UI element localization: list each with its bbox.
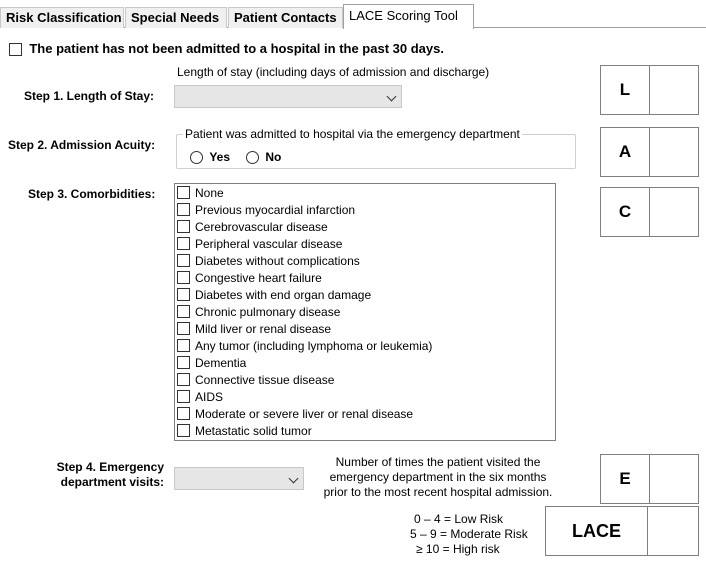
comorbidity-checkbox[interactable] [177, 203, 190, 216]
risk-legend-moderate: 5 – 9 = Moderate Risk [410, 527, 528, 541]
not-admitted-row[interactable] [9, 41, 444, 56]
comorbidity-checkbox[interactable] [177, 220, 190, 233]
chevron-down-icon [289, 474, 299, 484]
score-value-lace [648, 507, 698, 555]
risk-legend-high: ≥ 10 = High risk [416, 542, 500, 556]
acuity-yes-radio[interactable] [190, 151, 203, 164]
comorbidity-checkbox[interactable] [177, 186, 190, 199]
comorbidity-checkbox[interactable] [177, 424, 190, 437]
risk-legend-low: 0 – 4 = Low Risk [414, 512, 504, 526]
acuity-yes-option[interactable] [190, 150, 230, 164]
comorbidity-item[interactable]: Diabetes without complications [177, 253, 360, 270]
comorbidity-checkbox[interactable] [177, 339, 190, 352]
comorbidity-checkbox[interactable] [177, 356, 190, 369]
comorbidity-item[interactable]: Cerebrovascular disease [177, 219, 328, 236]
score-value-l [650, 66, 698, 114]
comorbidity-checkbox[interactable] [177, 288, 190, 301]
comorbidity-checkbox[interactable] [177, 237, 190, 250]
step3-label: Step 3. Comorbidities: [28, 187, 156, 201]
comorbidity-item[interactable]: Dementia [177, 355, 246, 372]
score-box-c [600, 187, 699, 237]
comorbidity-checkbox[interactable] [177, 254, 190, 267]
not-admitted-label: The patient has not been admitted to a hospital in the past 30 days. [29, 41, 444, 56]
comorbidity-item[interactable]: Connective tissue disease [177, 372, 334, 389]
score-letter-lace: LACE [546, 507, 648, 555]
comorbidities-list [174, 183, 556, 441]
step1-label: Step 1. Length of Stay: [24, 89, 155, 103]
tab-bar [0, 0, 706, 28]
acuity-yes-label: Yes [209, 150, 231, 164]
tab-special-needs[interactable]: Special Needs [125, 7, 227, 28]
comorbidity-checkbox[interactable] [177, 322, 190, 335]
acuity-no-label: No [265, 150, 282, 164]
score-value-c [650, 188, 698, 236]
step2-label: Step 2. Admission Acuity: [8, 138, 156, 152]
comorbidity-checkbox[interactable] [177, 390, 190, 403]
score-value-e [650, 455, 698, 503]
length-of-stay-select[interactable] [174, 85, 402, 108]
score-letter-e: E [601, 455, 650, 503]
comorbidity-checkbox[interactable] [177, 305, 190, 318]
comorbidity-checkbox[interactable] [177, 271, 190, 284]
comorbidity-item[interactable]: Peripheral vascular disease [177, 236, 342, 253]
score-letter-a: A [601, 128, 650, 176]
step4-label: Step 4. Emergency department visits: [56, 460, 164, 489]
comorbidity-item[interactable]: None [177, 185, 224, 202]
score-value-a [650, 128, 698, 176]
score-letter-c: C [601, 188, 650, 236]
score-box-a [600, 127, 699, 177]
admission-acuity-legend: Patient was admitted to hospital via the emergency department [185, 127, 520, 141]
acuity-no-radio[interactable] [246, 151, 259, 164]
tab-risk-classification[interactable]: Risk Classification [0, 7, 124, 28]
comorbidity-checkbox[interactable] [177, 407, 190, 420]
score-box-e [600, 454, 699, 504]
comorbidity-item[interactable]: Metastatic solid tumor [177, 423, 312, 440]
comorbidity-item[interactable]: Chronic pulmonary disease [177, 304, 340, 321]
tab-patient-contacts[interactable]: Patient Contacts [228, 7, 343, 28]
comorbidity-item[interactable]: Previous myocardial infarction [177, 202, 355, 219]
comorbidity-item[interactable]: AIDS [177, 389, 223, 406]
ed-visits-select[interactable] [174, 467, 304, 490]
score-box-lace [545, 506, 699, 556]
acuity-no-option[interactable] [246, 150, 281, 164]
comorbidity-item[interactable]: Congestive heart failure [177, 270, 322, 287]
length-of-stay-caption: Length of stay (including days of admission and discharge) [177, 65, 490, 79]
tab-lace-scoring-tool[interactable]: LACE Scoring Tool [343, 4, 474, 29]
score-box-l [600, 65, 699, 115]
comorbidity-checkbox[interactable] [177, 373, 190, 386]
risk-legend [410, 512, 540, 557]
chevron-down-icon [387, 92, 397, 102]
admission-acuity-group [176, 127, 576, 169]
not-admitted-checkbox[interactable] [9, 43, 22, 56]
comorbidity-item[interactable]: Any tumor (including lymphoma or leukemia) [177, 338, 432, 355]
comorbidity-item[interactable]: Mild liver or renal disease [177, 321, 331, 338]
comorbidity-item[interactable]: Moderate or severe liver or renal disease [177, 406, 413, 423]
ed-visits-description: Number of times the patient visited the emergency department in the six months prior to the most recent hospital admission. [323, 455, 553, 499]
comorbidity-item[interactable]: Diabetes with end organ damage [177, 287, 371, 304]
score-letter-l: L [601, 66, 650, 114]
